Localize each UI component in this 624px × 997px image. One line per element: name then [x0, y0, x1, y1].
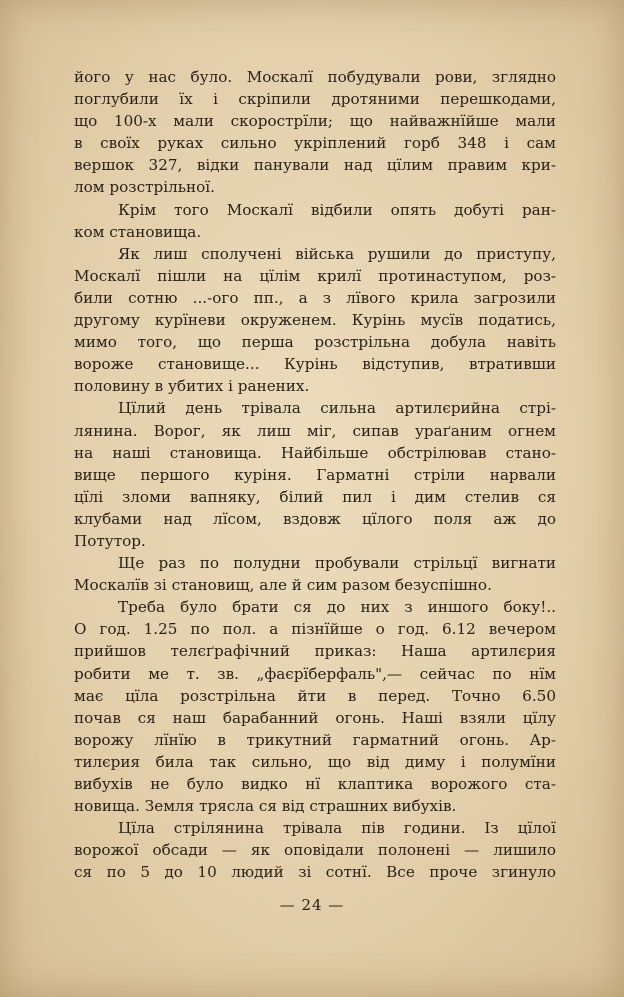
- text-line: Ще раз по полудни пробували стрільцї вигнати: [118, 554, 556, 573]
- paragraph: [74, 596, 556, 817]
- text-line: в своїх руках сильно укріплений горб 348 і сам: [74, 134, 556, 153]
- page-number: — 24 —: [279, 896, 345, 914]
- text-line: Москалїв зі становищ, але й сим разом безуспішно.: [74, 576, 492, 595]
- text-line: лянина. Ворог, як лиш міг, сипав ураґаним огнем: [74, 421, 556, 440]
- text-line: Потутор.: [74, 531, 146, 550]
- text-line: на наші становища. Найбільше обстрілював стано-: [74, 443, 556, 462]
- text-line: клубами над лїсом, вздовж цїлого поля аж до: [74, 509, 556, 528]
- text-line: лом розстрільної.: [74, 178, 215, 197]
- text-line: Треба було брати ся до них з иншого боку!..: [118, 598, 556, 617]
- text-line: Цїлий день трівала сильна артилєрийна стрі-: [118, 399, 556, 418]
- text-line: вороже становище... Курінь відступив, втративши: [74, 355, 556, 374]
- text-line: другому курїневи окруженем. Курінь мусїв податись,: [74, 311, 556, 330]
- text-line: Крім того Москалї відбили опять добуті ран-: [118, 200, 556, 219]
- text-line: Москалї пішли на цїлім крилї протинаступом, роз-: [74, 266, 556, 285]
- text-line: ворожої обсади — як оповідали полонені — лишило: [74, 841, 556, 860]
- text-line: ком становища.: [74, 222, 202, 241]
- text-line: поглубили їх і скріпили дротяними перешкодами,: [74, 90, 556, 109]
- text-line: половину в убитих і ранених.: [74, 377, 310, 396]
- text-line: новища. Земля трясла ся від страшних вибухів.: [74, 797, 457, 816]
- paragraph: [74, 552, 556, 596]
- page-text: [74, 66, 556, 883]
- text-line: О год. 1.25 по пол. а пізнїйше о год. 6.12 вечером: [74, 620, 556, 639]
- paragraph: [74, 243, 556, 398]
- text-line: вершок 327, відки панували над цїлим правим кри-: [74, 156, 556, 175]
- text-line: цїлі зломи вапняку, білий пил і дим стелив ся: [74, 487, 556, 506]
- text-line: що 100-х мали скорострїли; що найважнїйше мали: [74, 112, 556, 131]
- text-line: Як лиш сполучені війська рушили до приступу,: [118, 244, 556, 263]
- text-line: почав ся наш барабанний огонь. Наші взяли цїлу: [74, 708, 556, 727]
- paragraph: [74, 199, 556, 243]
- paragraph: [74, 817, 556, 883]
- text-line: його у нас було. Москалї побудували рови, зглядно: [74, 68, 556, 86]
- text-line: має цїла розстрільна йти в перед. Точно 6.50: [74, 686, 556, 705]
- text-line: прийшов телєґрафічний приказ: Наша артилєрия: [74, 642, 556, 661]
- text-line: ся по 5 до 10 людий зі сотнї. Все проче згинуло: [74, 863, 556, 882]
- text-line: мимо того, що перша розстрільна добула навіть: [74, 333, 556, 352]
- text-line: робити ме т. зв. „фаєрїберфаль",— сейчас по нїм: [74, 664, 556, 683]
- text-line: Цїла стрілянина трівала пів години. Із цїлої: [118, 819, 556, 838]
- paragraph: [74, 397, 556, 552]
- text-line: ворожу лїнїю в трикутний гарматний огонь. Ар-: [74, 730, 556, 749]
- text-line: вище першого куріня. Гарматні стріли нарвали: [74, 465, 556, 484]
- paragraph: [74, 66, 556, 199]
- text-line: вибухів не було видко нї клаптика ворожого ста-: [74, 775, 556, 793]
- text-line: тилєрия била так сильно, що від диму і полумїни: [74, 752, 556, 771]
- text-line: били сотню ...-ого пп., а з лївого крила загрозили: [74, 288, 556, 307]
